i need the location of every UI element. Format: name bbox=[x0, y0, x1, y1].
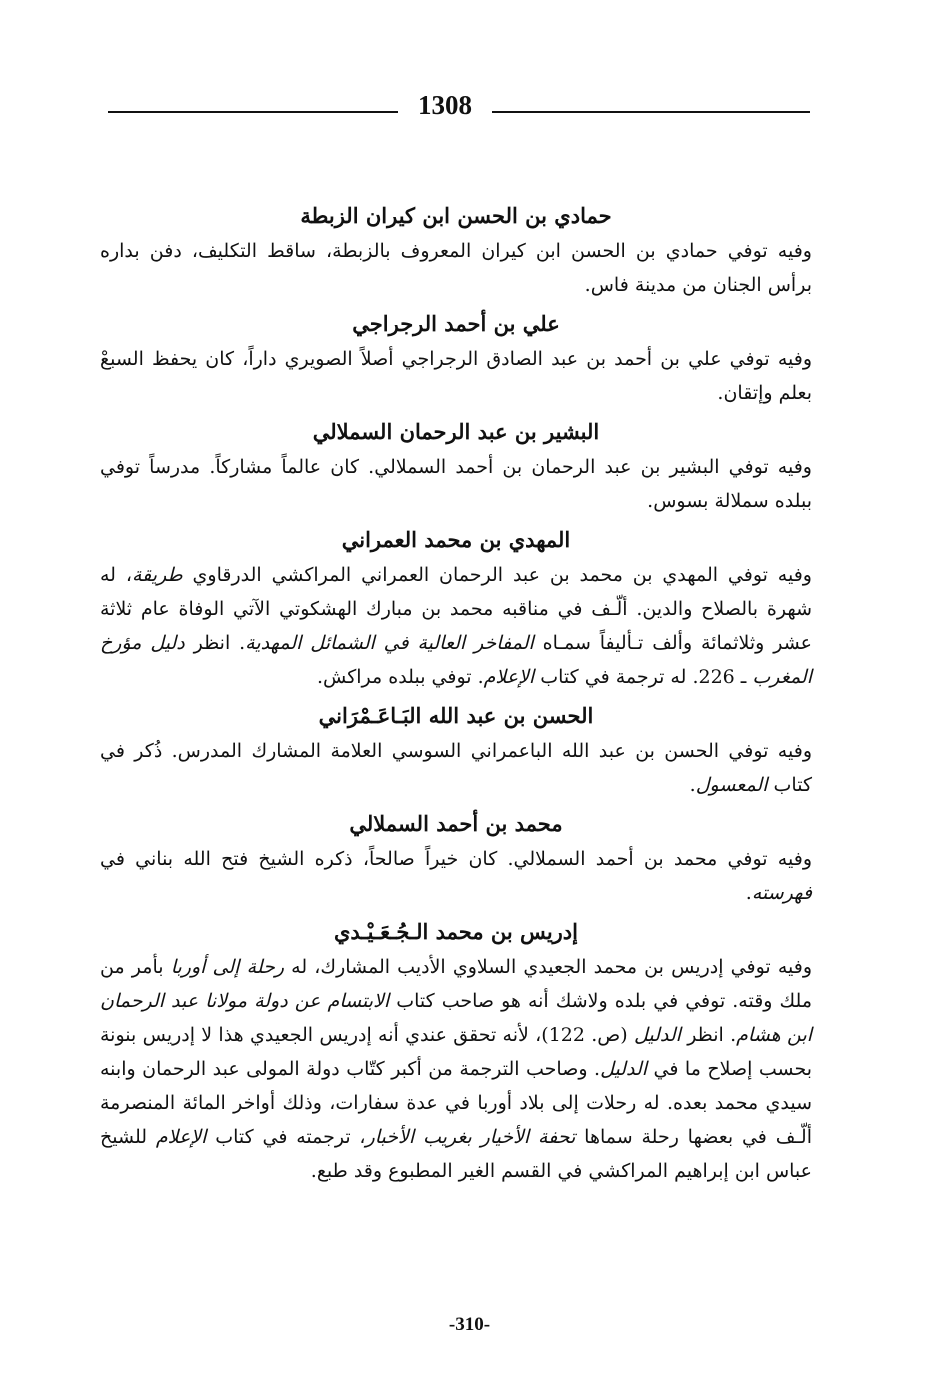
book-title: الإعلام bbox=[155, 1126, 207, 1148]
book-title: فهرسته bbox=[751, 882, 812, 904]
body-text: ، له شهرة بالصلاح والدين. ألّـف في مناقبه محمد بن مبارك الهشكوتي الآتي الوفاة عام ثلاثة عشر وثلاثمائة وألف تـأليفاً سمـاه bbox=[100, 564, 812, 654]
entry-title: البشير بن عبد الرحمان السملالي bbox=[312, 419, 600, 444]
body-text: . انظر bbox=[680, 1024, 737, 1046]
entry-body bbox=[100, 734, 812, 802]
year-heading: 1308 bbox=[418, 90, 472, 120]
entry bbox=[100, 522, 812, 694]
entry bbox=[100, 198, 812, 302]
body-text: . توفي ببلده مراكش. bbox=[316, 666, 484, 688]
book-title: دليل مؤرخ المغرب bbox=[100, 632, 812, 688]
entry-title: حمادي بن الحسن ابن كيران الزبطة bbox=[300, 203, 612, 228]
entry-title: المهدي بن محمد العمراني bbox=[341, 527, 571, 552]
body-text: وفيه توفي الحسن بن عبد الله الباعمراني السوسي العلامة المشارك المدرس. ذُكر في كتاب bbox=[100, 740, 812, 796]
body-text: وفيه توفي المهدي بن محمد بن عبد الرحمان العمراني المراكشي الدرقاوي bbox=[182, 564, 812, 586]
book-title: المعسول bbox=[695, 774, 768, 796]
entry-body bbox=[100, 950, 812, 1188]
body-text: (ص. 122)، لأنه تحقق عندي أنه إدريس الجعيدي هذا لا إدريس بنونة بحسب إصلاح ما في bbox=[100, 1024, 813, 1080]
entry-body: وفيه توفي البشير بن عبد الرحمان بن أحمد السملالي. كان عالماً مشاركاً. مدرساً توفي ببلده سملالة بسوس. bbox=[100, 456, 812, 512]
entry-body: وفيه توفي حمادي بن الحسن ابن كيران المعروف بالزبطة، ساقط التكليف، دفن بداره برأس الجنان من مدينة فاس. bbox=[100, 240, 812, 296]
entry-title: إدريس بن محمد الـجُـعَـيْـدي bbox=[333, 919, 578, 944]
entry bbox=[100, 914, 812, 1188]
entry-body bbox=[100, 558, 812, 694]
body-text: وفيه توفي إدريس بن محمد الجعيدي السلاوي الأديب المشارك، له bbox=[284, 956, 812, 978]
page-number: -310- bbox=[448, 1314, 491, 1335]
header-rule-right bbox=[492, 111, 810, 113]
obituary-entries bbox=[100, 198, 812, 1192]
page-header bbox=[100, 88, 812, 128]
entry-title: محمد بن أحمد السملالي bbox=[349, 811, 563, 836]
body-text: وفيه توفي محمد بن أحمد السملالي. كان خيراً صالحاً، ذكره الشيخ فتح الله بناني في bbox=[100, 848, 812, 870]
entry-title: الحسن بن عبد الله البَـاعَـمْرَاني bbox=[318, 703, 594, 728]
entry bbox=[100, 698, 812, 802]
body-text: ـ 226. له ترجمة في كتاب bbox=[534, 666, 753, 688]
book-title: الإعلام bbox=[483, 666, 535, 688]
body-text: . وصاحب الترجمة من أكبر كتّاب دولة المولى عبد الرحمان وابنه سيدي محمد بعده. له رحلات إلى بلاد أوربا في عدة سفارات، وذلك أواخر المائة المنصرمة ألّـف في بعضها رحلة سماها bbox=[100, 1058, 813, 1148]
body-text: ، ترجمته في كتاب bbox=[206, 1126, 366, 1148]
book-title: الدليل bbox=[633, 1024, 681, 1046]
entry-body: وفيه توفي علي بن أحمد بن عبد الصادق الرجراجي أصلاً الصويري داراً، كان يحفظ السبعْ بعلم وإتقان. bbox=[100, 348, 812, 404]
header-rule-left bbox=[108, 111, 398, 113]
book-title: رحلة إلى أوربا bbox=[170, 956, 284, 978]
italic-text: طريقة bbox=[131, 564, 183, 586]
book-title: المفاخر العالية في الشمائل المهدية bbox=[245, 632, 534, 654]
body-text: . bbox=[745, 882, 752, 904]
book-title: الابتسام عن دولة مولانا عبد الرحمان ابن هشام bbox=[100, 990, 813, 1046]
entry-body bbox=[100, 842, 812, 910]
book-title: الدليل bbox=[600, 1058, 648, 1080]
entry-title: علي بن أحمد الرجراجي bbox=[352, 311, 560, 336]
body-text: . bbox=[689, 774, 696, 796]
entry bbox=[100, 414, 812, 518]
body-text: بأمر من ملك وقته. توفي في بلده ولاشك أنه هو صاحب كتاب bbox=[100, 956, 812, 1012]
book-title: تحفة الأخيار بغريب الأخبار bbox=[365, 1126, 576, 1148]
body-text: للشيخ عباس ابن إبراهيم المراكشي في القسم الغير المطبوع وقد طبع. bbox=[100, 1126, 812, 1182]
entry bbox=[100, 806, 812, 910]
entry bbox=[100, 306, 812, 410]
body-text: . انظر bbox=[184, 632, 246, 654]
